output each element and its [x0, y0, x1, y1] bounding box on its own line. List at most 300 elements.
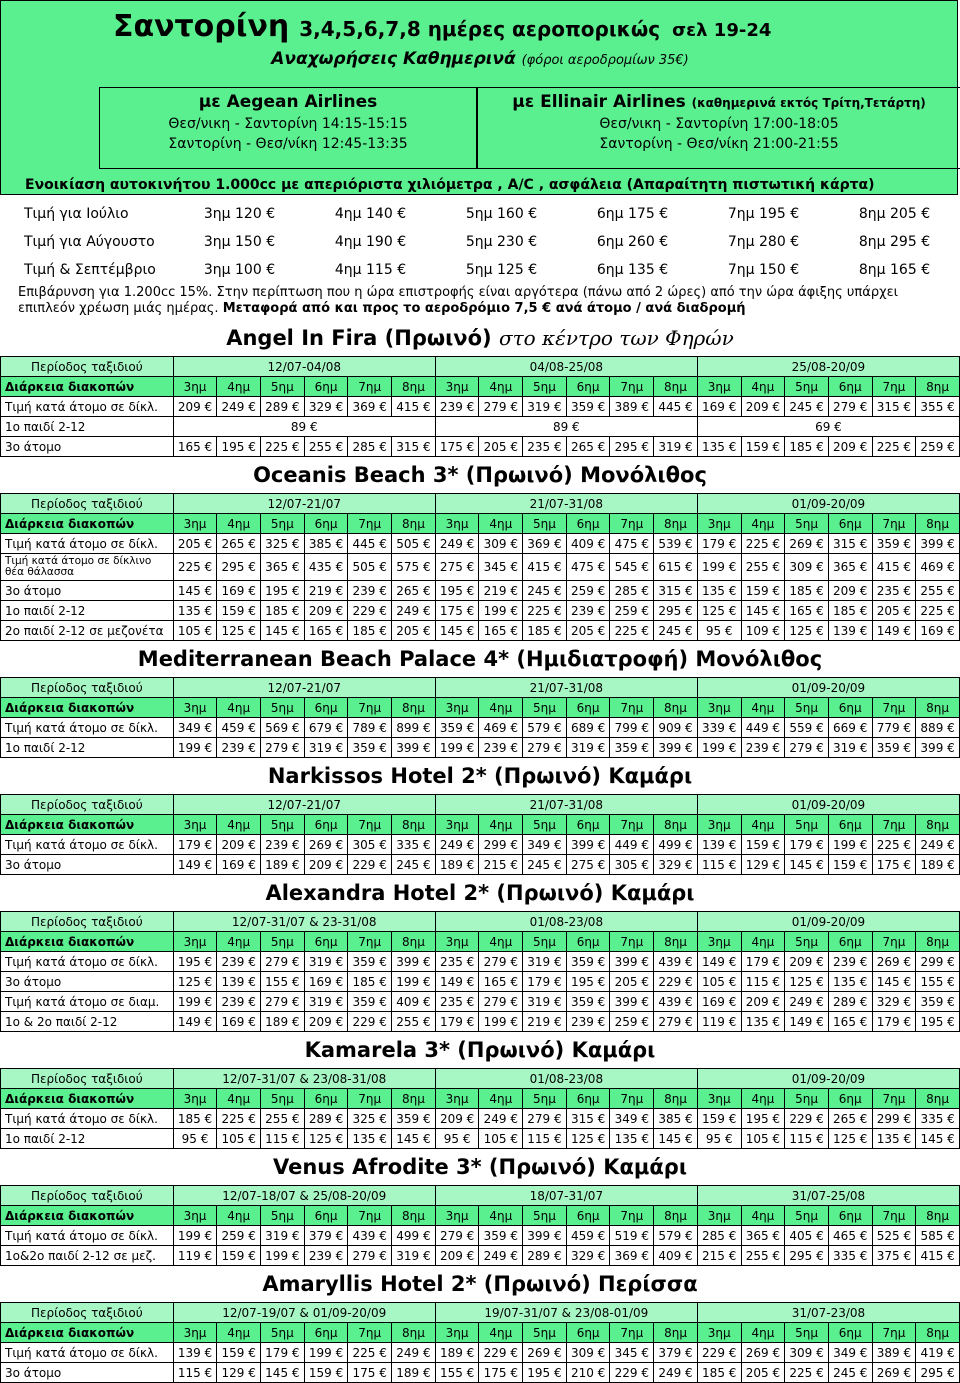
- duration-cell: 5ημ: [261, 698, 305, 718]
- duration-cell: 3ημ: [435, 932, 479, 952]
- duration-cell: 6ημ: [828, 698, 872, 718]
- price-cell: 235 €: [872, 581, 916, 601]
- price-cell: 379 €: [304, 1226, 348, 1246]
- row-label: Τιμή κατά άτομο σε δίκλ.: [1, 534, 174, 554]
- price-cell: 175 €: [479, 1363, 523, 1383]
- duration-label: Διάρκεια διακοπών: [1, 932, 174, 952]
- price-cell: 335 €: [392, 835, 436, 855]
- price-cell: 209 €: [741, 992, 785, 1012]
- price-cell: 155 €: [261, 972, 305, 992]
- duration-cell: 4ημ: [741, 932, 785, 952]
- price-cell: 329 €: [304, 397, 348, 417]
- price-cell: 229 €: [654, 972, 698, 992]
- duration-cell: 4ημ: [479, 514, 523, 534]
- price-cell: 89 €: [435, 417, 697, 437]
- price-cell: 345 €: [610, 1343, 654, 1363]
- price-cell: 239 €: [261, 835, 305, 855]
- hotel-location: στο κέντρο των Φηρών: [498, 326, 734, 350]
- duration-cell: 7ημ: [348, 1089, 392, 1109]
- price-row: [1, 992, 960, 1012]
- car-row-label: Τιμή για Αύγουστο: [24, 234, 155, 250]
- price-cell: 209 €: [435, 1109, 479, 1129]
- hotel-name: Alexandra Hotel 2* (Πρωινό) Καμάρι: [265, 881, 695, 905]
- price-cell: 195 €: [261, 581, 305, 601]
- price-cell: 149 €: [785, 1012, 829, 1032]
- duration-cell: 8ημ: [654, 514, 698, 534]
- duration-row: [1, 698, 960, 718]
- price-cell: 315 €: [828, 534, 872, 554]
- price-cell: 175 €: [435, 437, 479, 457]
- duration-cell: 5ημ: [523, 1206, 567, 1226]
- price-cell: 439 €: [654, 952, 698, 972]
- price-cell: 225 €: [872, 437, 916, 457]
- departures-line: [1, 49, 959, 69]
- period-label: Περίοδος ταξιδιού: [1, 912, 174, 932]
- hotel-name: Mediterranean Beach Palace 4* (Ημιδιατροφή) Μονόλιθος: [137, 647, 823, 671]
- row-label: 3ο άτομο: [1, 972, 174, 992]
- price-cell: 199 €: [304, 1343, 348, 1363]
- price-row: [1, 1363, 960, 1383]
- price-cell: 335 €: [916, 1109, 960, 1129]
- price-cell: 399 €: [654, 738, 698, 758]
- price-cell: 265 €: [392, 581, 436, 601]
- duration-cell: 4ημ: [217, 514, 261, 534]
- price-cell: 179 €: [741, 952, 785, 972]
- price-cell: 289 €: [523, 1246, 567, 1266]
- row-label: Τιμή κατά άτομο σε δίκλ.: [1, 1109, 174, 1129]
- price-cell: 469 €: [916, 554, 960, 581]
- car-price-cell: 3ημ 150 €: [203, 234, 276, 250]
- price-cell: 145 €: [435, 621, 479, 641]
- price-cell: 525 €: [872, 1226, 916, 1246]
- period-range: 19/07-31/07 & 23/08-01/09: [435, 1303, 697, 1323]
- price-row: [1, 1343, 960, 1363]
- price-cell: 469 €: [479, 718, 523, 738]
- price-cell: 139 €: [828, 621, 872, 641]
- price-table: [0, 1185, 960, 1266]
- car-price-row: [0, 228, 960, 256]
- price-cell: 259 €: [610, 601, 654, 621]
- price-cell: 225 €: [523, 601, 567, 621]
- price-cell: 305 €: [610, 855, 654, 875]
- price-cell: 295 €: [610, 437, 654, 457]
- hotel-title: [0, 457, 960, 493]
- period-label: Περίοδος ταξιδιού: [1, 494, 174, 514]
- duration-cell: 7ημ: [872, 514, 916, 534]
- period-range: 01/09-20/09: [697, 1069, 959, 1089]
- price-cell: 295 €: [654, 601, 698, 621]
- price-cell: 195 €: [566, 972, 610, 992]
- price-cell: 119 €: [173, 1246, 217, 1266]
- price-cell: 265 €: [217, 534, 261, 554]
- price-cell: 179 €: [785, 835, 829, 855]
- price-row: [1, 554, 960, 581]
- duration-cell: 4ημ: [479, 1206, 523, 1226]
- period-range: 21/07-31/08: [435, 678, 697, 698]
- price-cell: 249 €: [785, 992, 829, 1012]
- duration-label: Διάρκεια διακοπών: [1, 514, 174, 534]
- price-cell: 289 €: [261, 397, 305, 417]
- price-cell: 199 €: [479, 601, 523, 621]
- price-cell: 199 €: [392, 972, 436, 992]
- duration-cell: 3ημ: [697, 698, 741, 718]
- price-cell: 179 €: [523, 972, 567, 992]
- duration-cell: 7ημ: [348, 1323, 392, 1343]
- duration-cell: 7ημ: [610, 377, 654, 397]
- hotel-title: [0, 1266, 960, 1302]
- duration-cell: 8ημ: [392, 1206, 436, 1226]
- flight-outbound: Θεσ/νικη - Σαντορίνη 17:00-18:05: [599, 116, 839, 132]
- price-cell: 689 €: [566, 718, 610, 738]
- car-price-cell: 4ημ 115 €: [334, 262, 407, 278]
- price-cell: 115 €: [697, 855, 741, 875]
- price-cell: 399 €: [610, 992, 654, 1012]
- period-range: 01/09-20/09: [697, 912, 959, 932]
- price-cell: 239 €: [741, 738, 785, 758]
- car-price-cell: 7ημ 195 €: [727, 206, 800, 222]
- price-row: [1, 437, 960, 457]
- price-cell: 399 €: [523, 1226, 567, 1246]
- duration-cell: 3ημ: [697, 932, 741, 952]
- duration-cell: 6ημ: [566, 1323, 610, 1343]
- price-cell: 399 €: [392, 738, 436, 758]
- car-price-cell: 5ημ 230 €: [465, 234, 538, 250]
- period-range: 01/09-20/09: [697, 795, 959, 815]
- price-cell: 319 €: [523, 397, 567, 417]
- price-cell: 265 €: [828, 1109, 872, 1129]
- duration-row: [1, 1206, 960, 1226]
- price-cell: 245 €: [523, 581, 567, 601]
- price-cell: 149 €: [435, 972, 479, 992]
- price-cell: 199 €: [479, 1012, 523, 1032]
- duration-cell: 5ημ: [523, 815, 567, 835]
- duration-cell: 7ημ: [610, 698, 654, 718]
- price-cell: 389 €: [610, 397, 654, 417]
- duration-cell: 6ημ: [304, 1089, 348, 1109]
- duration-row: [1, 932, 960, 952]
- duration-cell: 3ημ: [697, 377, 741, 397]
- price-cell: 209 €: [304, 1012, 348, 1032]
- duration-cell: 3ημ: [435, 1089, 479, 1109]
- price-cell: 249 €: [392, 1343, 436, 1363]
- price-cell: 245 €: [828, 1363, 872, 1383]
- price-cell: 319 €: [566, 738, 610, 758]
- price-cell: 145 €: [261, 1363, 305, 1383]
- price-cell: 435 €: [304, 554, 348, 581]
- duration-cell: 4ημ: [217, 932, 261, 952]
- price-cell: 215 €: [697, 1246, 741, 1266]
- price-cell: 365 €: [828, 554, 872, 581]
- period-range: 21/07-31/08: [435, 494, 697, 514]
- price-cell: 409 €: [654, 1246, 698, 1266]
- price-cell: 225 €: [348, 1343, 392, 1363]
- car-rental-table: [0, 200, 960, 284]
- duration-cell: 3ημ: [173, 932, 217, 952]
- price-cell: 329 €: [654, 855, 698, 875]
- price-cell: 189 €: [261, 855, 305, 875]
- price-cell: 399 €: [916, 534, 960, 554]
- price-cell: 289 €: [304, 1109, 348, 1129]
- price-table: [0, 493, 960, 641]
- duration-cell: 8ημ: [392, 1323, 436, 1343]
- duration-cell: 6ημ: [566, 377, 610, 397]
- row-label: Τιμή κατά άτομο σε διαμ.: [1, 992, 174, 1012]
- price-cell: 249 €: [217, 397, 261, 417]
- airline-note: (καθημερινά εκτός Τρίτη,Τετάρτη): [691, 96, 926, 110]
- price-cell: 185 €: [828, 601, 872, 621]
- duration-cell: 4ημ: [479, 377, 523, 397]
- price-cell: 159 €: [741, 581, 785, 601]
- price-cell: 249 €: [435, 534, 479, 554]
- price-cell: 135 €: [610, 1129, 654, 1149]
- car-price-cell: 5ημ 125 €: [465, 262, 538, 278]
- price-cell: 159 €: [741, 835, 785, 855]
- price-cell: 165 €: [479, 972, 523, 992]
- price-cell: 155 €: [435, 1363, 479, 1383]
- duration-row: [1, 1323, 960, 1343]
- hotel-name: Angel In Fira (Πρωινό): [226, 326, 492, 350]
- period-row: [1, 678, 960, 698]
- row-label: 3ο άτομο: [1, 855, 174, 875]
- duration-cell: 8ημ: [916, 698, 960, 718]
- duration-cell: 6ημ: [566, 932, 610, 952]
- price-cell: 295 €: [217, 554, 261, 581]
- hotel-title: [0, 641, 960, 677]
- period-label: Περίοδος ταξιδιού: [1, 1303, 174, 1323]
- airline-name: με Ellinair Airlines: [512, 92, 686, 112]
- duration-cell: 4ημ: [741, 377, 785, 397]
- price-row: [1, 601, 960, 621]
- price-cell: 279 €: [479, 397, 523, 417]
- price-cell: 359 €: [872, 738, 916, 758]
- price-cell: 195 €: [217, 437, 261, 457]
- price-cell: 269 €: [872, 1363, 916, 1383]
- price-cell: 475 €: [610, 534, 654, 554]
- price-cell: 899 €: [392, 718, 436, 738]
- row-label: Τιμή κατά άτομο σε δίκλ.: [1, 397, 174, 417]
- period-range: 12/07-19/07 & 01/09-20/09: [173, 1303, 435, 1323]
- price-cell: 379 €: [654, 1343, 698, 1363]
- price-cell: 459 €: [566, 1226, 610, 1246]
- price-cell: 119 €: [697, 1012, 741, 1032]
- duration-cell: 6ημ: [304, 815, 348, 835]
- price-table: [0, 911, 960, 1032]
- price-cell: 269 €: [304, 835, 348, 855]
- duration-cell: 3ημ: [697, 1089, 741, 1109]
- price-cell: 315 €: [566, 1109, 610, 1129]
- hotel-title: [0, 320, 960, 356]
- price-cell: 185 €: [348, 972, 392, 992]
- period-range: 12/07-21/07: [173, 678, 435, 698]
- duration-cell: 3ημ: [173, 698, 217, 718]
- hotel-sections: [0, 320, 960, 1383]
- period-range: 12/07-31/07 & 23-31/08: [173, 912, 435, 932]
- price-cell: 439 €: [348, 1226, 392, 1246]
- price-cell: 309 €: [785, 554, 829, 581]
- duration-cell: 5ημ: [785, 815, 829, 835]
- price-cell: 155 €: [916, 972, 960, 992]
- duration-cell: 7ημ: [610, 1089, 654, 1109]
- duration-cell: 4ημ: [741, 1089, 785, 1109]
- price-cell: 419 €: [916, 1343, 960, 1363]
- hotel-name: Narkissos Hotel 2* (Πρωινό) Καμάρι: [267, 764, 693, 788]
- price-cell: 229 €: [348, 855, 392, 875]
- price-cell: 199 €: [173, 738, 217, 758]
- duration-cell: 7ημ: [610, 1206, 654, 1226]
- price-cell: 159 €: [697, 1109, 741, 1129]
- duration-cell: 7ημ: [872, 1089, 916, 1109]
- price-cell: 239 €: [217, 738, 261, 758]
- price-cell: 799 €: [610, 718, 654, 738]
- duration-cell: 8ημ: [392, 932, 436, 952]
- price-cell: 239 €: [479, 738, 523, 758]
- period-range: 18/07-31/07: [435, 1186, 697, 1206]
- price-cell: 125 €: [697, 601, 741, 621]
- duration-cell: 8ημ: [392, 698, 436, 718]
- price-cell: 359 €: [566, 397, 610, 417]
- car-row-label: Τιμή για Ιούλιο: [24, 206, 129, 222]
- hotel-name: Amaryllis Hotel 2* (Πρωινό) Περίσσα: [262, 1272, 698, 1296]
- car-price-cell: 7ημ 150 €: [727, 262, 800, 278]
- duration-cell: 8ημ: [654, 1089, 698, 1109]
- price-cell: 189 €: [261, 1012, 305, 1032]
- price-cell: 579 €: [654, 1226, 698, 1246]
- price-cell: 135 €: [828, 972, 872, 992]
- price-cell: 145 €: [785, 855, 829, 875]
- price-cell: 259 €: [217, 1226, 261, 1246]
- duration-label: Διάρκεια διακοπών: [1, 815, 174, 835]
- period-row: [1, 357, 960, 377]
- price-cell: 239 €: [217, 992, 261, 1012]
- price-cell: 209 €: [304, 855, 348, 875]
- price-cell: 179 €: [872, 1012, 916, 1032]
- price-row: [1, 1109, 960, 1129]
- price-cell: 399 €: [610, 952, 654, 972]
- price-cell: 95 €: [173, 1129, 217, 1149]
- price-cell: 199 €: [435, 738, 479, 758]
- price-cell: 225 €: [916, 601, 960, 621]
- price-cell: 169 €: [697, 397, 741, 417]
- price-cell: 615 €: [654, 554, 698, 581]
- price-cell: 439 €: [654, 992, 698, 1012]
- price-cell: 159 €: [828, 855, 872, 875]
- price-cell: 125 €: [173, 972, 217, 992]
- duration-cell: 6ημ: [304, 932, 348, 952]
- price-cell: 95 €: [697, 1129, 741, 1149]
- price-cell: 679 €: [304, 718, 348, 738]
- price-cell: 239 €: [348, 581, 392, 601]
- price-cell: 205 €: [566, 621, 610, 641]
- price-cell: 235 €: [523, 437, 567, 457]
- hotel-name: Kamarela 3* (Πρωινό) Καμάρι: [304, 1038, 656, 1062]
- price-cell: 279 €: [785, 738, 829, 758]
- row-label: 1ο παιδί 2-12: [1, 1129, 174, 1149]
- price-cell: 325 €: [348, 1109, 392, 1129]
- row-label: Τιμή κατά άτομο σε δίκλ.: [1, 718, 174, 738]
- price-cell: 225 €: [785, 1363, 829, 1383]
- flight-outbound: Θεσ/νικη - Σαντορίνη 14:15-15:15: [168, 116, 408, 132]
- price-cell: 505 €: [392, 534, 436, 554]
- price-cell: 405 €: [785, 1226, 829, 1246]
- price-cell: 245 €: [392, 855, 436, 875]
- price-cell: 135 €: [697, 437, 741, 457]
- price-cell: 279 €: [479, 952, 523, 972]
- price-cell: 329 €: [566, 1246, 610, 1266]
- duration-cell: 4ημ: [479, 698, 523, 718]
- price-cell: 415 €: [872, 554, 916, 581]
- price-cell: 245 €: [785, 397, 829, 417]
- price-cell: 165 €: [479, 621, 523, 641]
- price-cell: 335 €: [828, 1246, 872, 1266]
- title-destination: Σαντορίνη: [113, 9, 290, 44]
- price-cell: 159 €: [217, 601, 261, 621]
- price-cell: 195 €: [173, 952, 217, 972]
- price-cell: 275 €: [435, 554, 479, 581]
- duration-cell: 3ημ: [435, 1206, 479, 1226]
- price-cell: 125 €: [304, 1129, 348, 1149]
- price-row: [1, 738, 960, 758]
- price-cell: 185 €: [785, 581, 829, 601]
- price-row: [1, 534, 960, 554]
- price-cell: 355 €: [916, 397, 960, 417]
- price-cell: 159 €: [217, 1343, 261, 1363]
- duration-cell: 3ημ: [173, 377, 217, 397]
- price-cell: 279 €: [523, 738, 567, 758]
- duration-cell: 8ημ: [392, 377, 436, 397]
- price-cell: 179 €: [173, 835, 217, 855]
- price-cell: 205 €: [872, 601, 916, 621]
- price-cell: 285 €: [697, 1226, 741, 1246]
- price-cell: 269 €: [523, 1343, 567, 1363]
- price-cell: 135 €: [697, 581, 741, 601]
- duration-cell: 8ημ: [654, 1206, 698, 1226]
- price-cell: 199 €: [828, 835, 872, 855]
- car-price-cell: 6ημ 135 €: [596, 262, 669, 278]
- price-cell: 309 €: [566, 1343, 610, 1363]
- price-cell: 399 €: [916, 738, 960, 758]
- duration-cell: 5ημ: [785, 698, 829, 718]
- price-cell: 409 €: [392, 992, 436, 1012]
- price-cell: 205 €: [479, 437, 523, 457]
- price-cell: 195 €: [435, 581, 479, 601]
- price-cell: 149 €: [872, 621, 916, 641]
- car-price-cell: 7ημ 280 €: [727, 234, 800, 250]
- price-cell: 169 €: [217, 581, 261, 601]
- price-cell: 449 €: [741, 718, 785, 738]
- price-cell: 185 €: [173, 1109, 217, 1129]
- price-cell: 145 €: [392, 1129, 436, 1149]
- price-cell: 229 €: [348, 601, 392, 621]
- departures-text: Αναχωρήσεις Καθημερινά: [271, 49, 516, 69]
- price-cell: 299 €: [479, 835, 523, 855]
- car-price-row: [0, 256, 960, 284]
- price-cell: 195 €: [523, 1363, 567, 1383]
- duration-cell: 5ημ: [785, 1089, 829, 1109]
- price-cell: 519 €: [610, 1226, 654, 1246]
- car-price-cell: 6ημ 260 €: [596, 234, 669, 250]
- price-cell: 149 €: [173, 855, 217, 875]
- duration-cell: 8ημ: [916, 932, 960, 952]
- price-cell: 105 €: [217, 1129, 261, 1149]
- duration-cell: 6ημ: [828, 514, 872, 534]
- price-cell: 175 €: [872, 855, 916, 875]
- price-cell: 409 €: [566, 534, 610, 554]
- price-cell: 145 €: [916, 1129, 960, 1149]
- price-cell: 279 €: [479, 992, 523, 1012]
- price-cell: 349 €: [610, 1109, 654, 1129]
- duration-cell: 8ημ: [392, 1089, 436, 1109]
- duration-cell: 8ημ: [916, 1323, 960, 1343]
